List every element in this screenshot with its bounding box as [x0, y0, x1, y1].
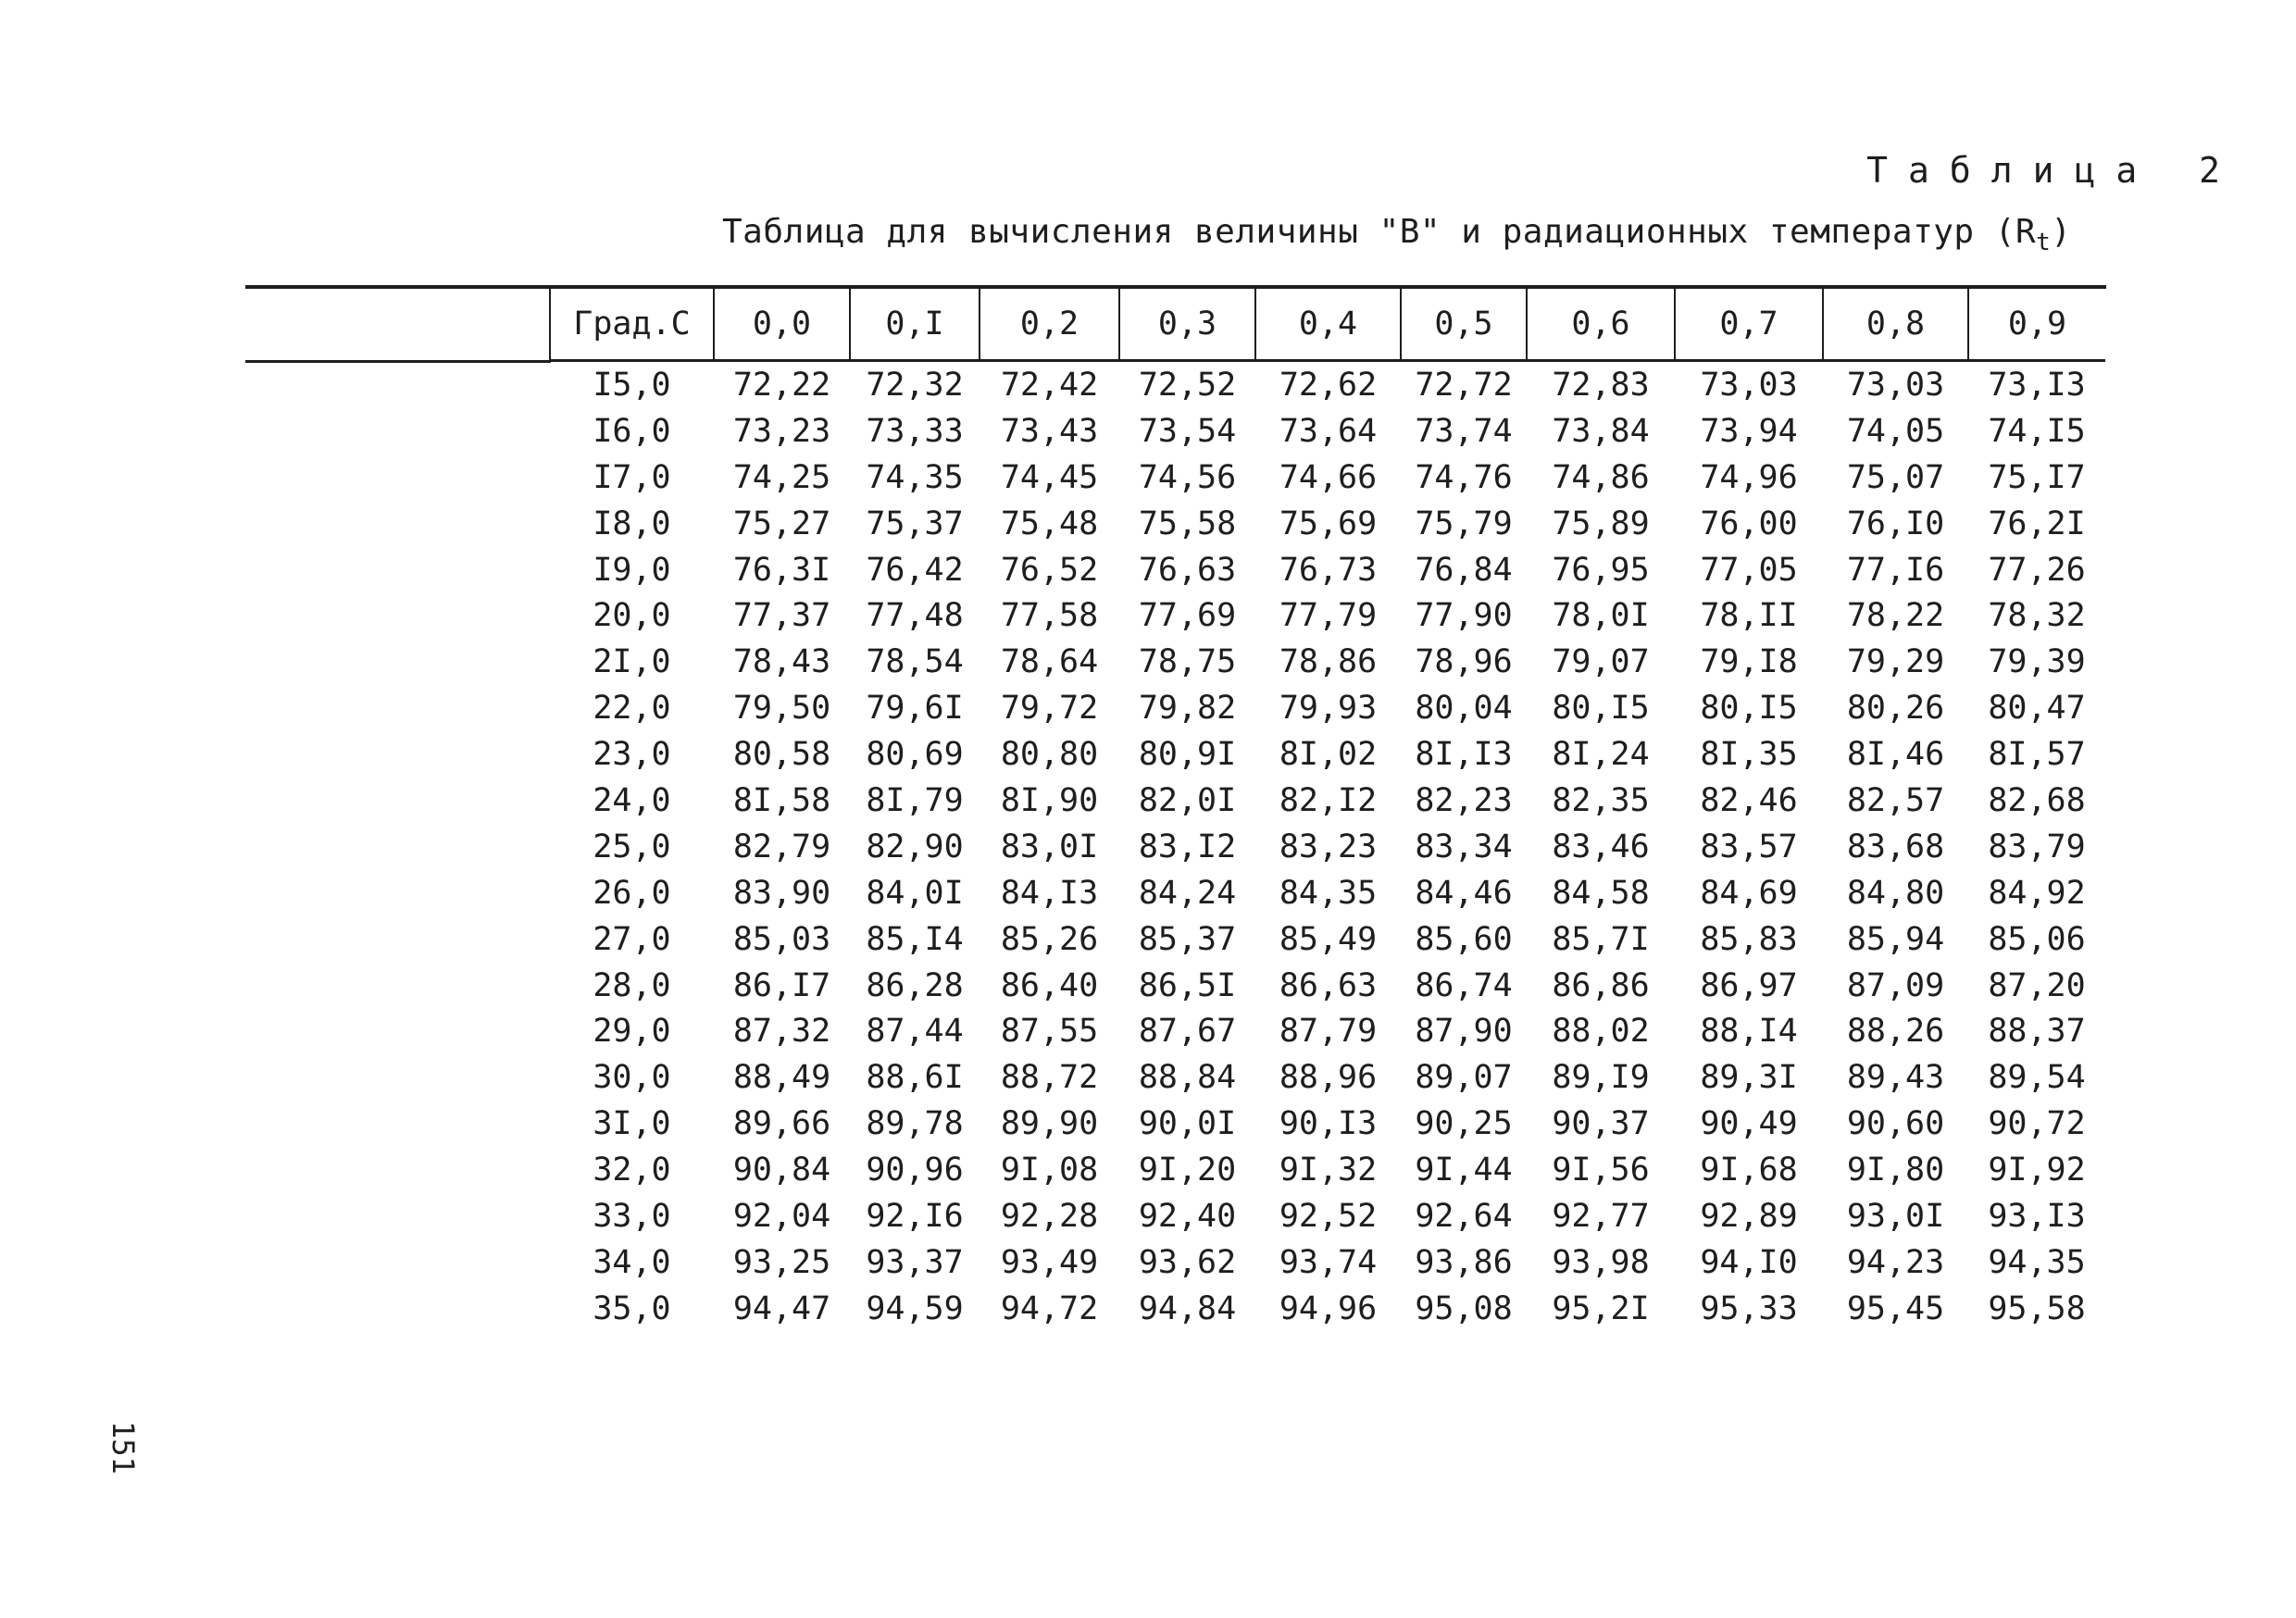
value-cell: 87,90 [1415, 1013, 1513, 1051]
value-cell: 82,I2 [1279, 781, 1378, 819]
value-cell: 84,46 [1415, 874, 1513, 912]
value-cell: 86,63 [1279, 966, 1378, 1004]
value-cell: 79,50 [732, 690, 831, 728]
value-cell: 78,II [1700, 597, 1798, 635]
table-header-left-rule [245, 360, 551, 363]
value-cell: 89,90 [1000, 1105, 1099, 1143]
value-cell: 92,40 [1138, 1197, 1237, 1235]
value-cell: 9I,80 [1846, 1151, 1945, 1189]
value-cell: 90,60 [1846, 1105, 1945, 1143]
value-cell: 8I,24 [1552, 736, 1650, 774]
value-cell: 90,49 [1700, 1105, 1798, 1143]
value-cell: 8I,I3 [1415, 736, 1513, 774]
value-cell: 88,26 [1846, 1013, 1945, 1051]
row-temperature-cell: 3I,0 [593, 1105, 671, 1143]
value-cell: 86,I7 [732, 966, 831, 1004]
value-cell: 95,45 [1846, 1289, 1945, 1327]
value-cell: 79,72 [1000, 690, 1099, 728]
value-cell: 85,94 [1846, 920, 1945, 958]
table-body [550, 361, 2105, 1332]
value-cell: 86,5I [1138, 966, 1237, 1004]
table-title [722, 213, 2071, 256]
value-cell: 80,26 [1846, 690, 1945, 728]
table-row [550, 916, 2105, 963]
value-cell: 93,74 [1279, 1243, 1378, 1281]
value-cell: 9I,56 [1552, 1151, 1650, 1189]
row-temperature-cell: 33,0 [593, 1197, 671, 1235]
value-cell: 90,37 [1552, 1105, 1650, 1143]
value-cell: 90,I3 [1279, 1105, 1378, 1143]
value-cell: 76,52 [1000, 551, 1099, 589]
value-cell: 76,95 [1552, 551, 1650, 589]
value-cell: 94,47 [732, 1289, 831, 1327]
row-temperature-cell: 29,0 [593, 1013, 671, 1051]
row-temperature-cell: 2I,0 [593, 643, 671, 681]
value-cell: 79,6I [866, 690, 964, 728]
value-cell: 79,29 [1846, 643, 1945, 681]
value-cell: 77,58 [1000, 597, 1099, 635]
value-cell: 82,90 [866, 828, 964, 865]
temperature-table [549, 289, 2105, 1332]
value-cell: 72,32 [866, 366, 964, 404]
value-cell: 94,35 [1988, 1243, 2086, 1281]
value-cell: 75,48 [1000, 504, 1099, 542]
table-title-close: ) [2051, 213, 2072, 251]
value-cell: 84,92 [1988, 874, 2086, 912]
value-cell: 76,I0 [1846, 504, 1945, 542]
value-cell: 9I,08 [1000, 1151, 1099, 1189]
value-cell: 78,22 [1846, 597, 1945, 635]
value-cell: 95,2I [1552, 1289, 1650, 1327]
header-cell: 0,5 [1401, 289, 1527, 361]
value-cell: 83,68 [1846, 828, 1945, 865]
value-cell: 90,72 [1988, 1105, 2086, 1143]
value-cell: 85,26 [1000, 920, 1099, 958]
row-temperature-cell: I6,0 [593, 412, 671, 450]
value-cell: 77,69 [1138, 597, 1237, 635]
value-cell: 85,83 [1700, 920, 1798, 958]
value-cell: 9I,68 [1700, 1151, 1798, 1189]
value-cell: 83,23 [1279, 828, 1378, 865]
value-cell: 92,04 [732, 1197, 831, 1235]
table-row [550, 1101, 2105, 1147]
value-cell: 74,66 [1279, 458, 1378, 496]
value-cell: 87,32 [732, 1013, 831, 1051]
value-cell: 88,96 [1279, 1059, 1378, 1097]
value-cell: 73,54 [1138, 412, 1237, 450]
value-cell: 75,I7 [1988, 458, 2086, 496]
value-cell: 85,06 [1988, 920, 2086, 958]
value-cell: 76,73 [1279, 551, 1378, 589]
value-cell: 74,I5 [1988, 412, 2086, 450]
value-cell: 94,59 [866, 1289, 964, 1327]
value-cell: 78,86 [1279, 643, 1378, 681]
value-cell: 74,05 [1846, 412, 1945, 450]
value-cell: 89,78 [866, 1105, 964, 1143]
value-cell: 73,03 [1700, 366, 1798, 404]
value-cell: 87,44 [866, 1013, 964, 1051]
value-cell: 74,25 [732, 458, 831, 496]
value-cell: 77,37 [732, 597, 831, 635]
value-cell: 75,07 [1846, 458, 1945, 496]
row-temperature-cell: 20,0 [593, 597, 671, 635]
value-cell: 73,94 [1700, 412, 1798, 450]
value-cell: 86,28 [866, 966, 964, 1004]
header-cell: 0,2 [980, 289, 1119, 361]
value-cell: 95,08 [1415, 1289, 1513, 1327]
header-cell: 0,I [850, 289, 980, 361]
value-cell: 8I,79 [866, 781, 964, 819]
value-cell: 93,37 [866, 1243, 964, 1281]
table-header-row [550, 289, 2105, 361]
value-cell: 89,43 [1846, 1059, 1945, 1097]
value-cell: 9I,92 [1988, 1151, 2086, 1189]
value-cell: 72,52 [1138, 366, 1237, 404]
table-number: Таблица 2 [1866, 150, 2240, 191]
value-cell: 84,80 [1846, 874, 1945, 912]
value-cell: 93,25 [732, 1243, 831, 1281]
value-cell: 86,40 [1000, 966, 1099, 1004]
value-cell: 92,I6 [866, 1197, 964, 1235]
value-cell: 73,43 [1000, 412, 1099, 450]
value-cell: 92,89 [1700, 1197, 1798, 1235]
value-cell: 78,43 [732, 643, 831, 681]
table-row [550, 547, 2105, 593]
value-cell: 93,0I [1846, 1197, 1945, 1235]
value-cell: 89,66 [732, 1105, 831, 1143]
value-cell: 89,07 [1415, 1059, 1513, 1097]
value-cell: 78,75 [1138, 643, 1237, 681]
value-cell: 94,96 [1279, 1289, 1378, 1327]
value-cell: 75,69 [1279, 504, 1378, 542]
value-cell: 92,64 [1415, 1197, 1513, 1235]
value-cell: 85,03 [732, 920, 831, 958]
value-cell: 76,00 [1700, 504, 1798, 542]
row-temperature-cell: 22,0 [593, 690, 671, 728]
header-cell: 0,0 [714, 289, 850, 361]
value-cell: 80,04 [1415, 690, 1513, 728]
value-cell: 89,54 [1988, 1059, 2086, 1097]
value-cell: 9I,32 [1279, 1151, 1378, 1189]
table-row [550, 731, 2105, 778]
row-temperature-cell: 32,0 [593, 1151, 671, 1189]
table-title-text: Таблица для вычисления величины "В" и радиационных температур (R [722, 213, 2037, 251]
table-row [550, 778, 2105, 824]
value-cell: 94,I0 [1700, 1243, 1798, 1281]
value-cell: 73,03 [1846, 366, 1945, 404]
value-cell: 9I,20 [1138, 1151, 1237, 1189]
value-cell: 94,23 [1846, 1243, 1945, 1281]
value-cell: 95,33 [1700, 1289, 1798, 1327]
value-cell: 75,58 [1138, 504, 1237, 542]
value-cell: 87,55 [1000, 1013, 1099, 1051]
value-cell: 90,84 [732, 1151, 831, 1189]
value-cell: 77,48 [866, 597, 964, 635]
table-row [550, 501, 2105, 547]
value-cell: 72,72 [1415, 366, 1513, 404]
value-cell: 88,I4 [1700, 1013, 1798, 1051]
value-cell: 87,67 [1138, 1013, 1237, 1051]
value-cell: 76,63 [1138, 551, 1237, 589]
value-cell: 73,64 [1279, 412, 1378, 450]
row-temperature-cell: 25,0 [593, 828, 671, 865]
value-cell: 80,9I [1138, 736, 1237, 774]
header-cell: 0,6 [1527, 289, 1675, 361]
value-cell: 94,72 [1000, 1289, 1099, 1327]
value-cell: 93,I3 [1988, 1197, 2086, 1235]
header-cell: 0,8 [1823, 289, 1968, 361]
value-cell: 8I,57 [1988, 736, 2086, 774]
table-row [550, 685, 2105, 731]
value-cell: 9I,44 [1415, 1151, 1513, 1189]
value-cell: 83,34 [1415, 828, 1513, 865]
value-cell: 8I,90 [1000, 781, 1099, 819]
value-cell: 85,7I [1552, 920, 1650, 958]
value-cell: 73,74 [1415, 412, 1513, 450]
value-cell: 84,I3 [1000, 874, 1099, 912]
value-cell: 88,02 [1552, 1013, 1650, 1051]
value-cell: 83,90 [732, 874, 831, 912]
table-row [550, 454, 2105, 501]
value-cell: 74,76 [1415, 458, 1513, 496]
value-cell: 83,79 [1988, 828, 2086, 865]
value-cell: 77,90 [1415, 597, 1513, 635]
value-cell: 8I,35 [1700, 736, 1798, 774]
row-temperature-cell: 35,0 [593, 1289, 671, 1327]
value-cell: 84,35 [1279, 874, 1378, 912]
header-cell: 0,9 [1968, 289, 2105, 361]
value-cell: 87,79 [1279, 1013, 1378, 1051]
table-row [550, 824, 2105, 870]
value-cell: 93,86 [1415, 1243, 1513, 1281]
table-row [550, 1286, 2105, 1332]
value-cell: 78,54 [866, 643, 964, 681]
value-cell: 92,28 [1000, 1197, 1099, 1235]
table-row [550, 408, 2105, 454]
row-temperature-cell: I9,0 [593, 551, 671, 589]
value-cell: 94,84 [1138, 1289, 1237, 1327]
value-cell: 89,3I [1700, 1059, 1798, 1097]
value-cell: 73,84 [1552, 412, 1650, 450]
value-cell: 90,25 [1415, 1105, 1513, 1143]
value-cell: 75,27 [732, 504, 831, 542]
value-cell: 73,23 [732, 412, 831, 450]
value-cell: 84,24 [1138, 874, 1237, 912]
value-cell: 79,93 [1279, 690, 1378, 728]
value-cell: 72,22 [732, 366, 831, 404]
value-cell: 80,47 [1988, 690, 2086, 728]
header-cell: 0,7 [1675, 289, 1823, 361]
value-cell: 86,74 [1415, 966, 1513, 1004]
value-cell: 83,I2 [1138, 828, 1237, 865]
value-cell: 82,68 [1988, 781, 2086, 819]
value-cell: 84,69 [1700, 874, 1798, 912]
row-temperature-cell: I5,0 [593, 366, 671, 404]
table-row [550, 1147, 2105, 1193]
value-cell: 76,42 [866, 551, 964, 589]
value-cell: 82,35 [1552, 781, 1650, 819]
header-cell: 0,3 [1119, 289, 1255, 361]
value-cell: 76,84 [1415, 551, 1513, 589]
value-cell: 73,I3 [1988, 366, 2086, 404]
value-cell: 82,23 [1415, 781, 1513, 819]
value-cell: 75,79 [1415, 504, 1513, 542]
table-row [550, 870, 2105, 916]
value-cell: 83,46 [1552, 828, 1650, 865]
value-cell: 83,57 [1700, 828, 1798, 865]
value-cell: 88,49 [732, 1059, 831, 1097]
value-cell: 95,58 [1988, 1289, 2086, 1327]
value-cell: 78,32 [1988, 597, 2086, 635]
value-cell: 8I,58 [732, 781, 831, 819]
value-cell: 80,I5 [1552, 690, 1650, 728]
value-cell: 92,77 [1552, 1197, 1650, 1235]
value-cell: 86,97 [1700, 966, 1798, 1004]
value-cell: 72,42 [1000, 366, 1099, 404]
value-cell: 79,82 [1138, 690, 1237, 728]
table-title-subscript: t [2036, 229, 2052, 257]
value-cell: 77,I6 [1846, 551, 1945, 589]
value-cell: 90,0I [1138, 1105, 1237, 1143]
table-row [550, 1239, 2105, 1286]
value-cell: 89,I9 [1552, 1059, 1650, 1097]
row-temperature-cell: I7,0 [593, 458, 671, 496]
row-temperature-cell: 26,0 [593, 874, 671, 912]
header-cell: 0,4 [1255, 289, 1401, 361]
value-cell: 88,37 [1988, 1013, 2086, 1051]
value-cell: 74,45 [1000, 458, 1099, 496]
value-cell: 8I,02 [1279, 736, 1378, 774]
value-cell: 77,05 [1700, 551, 1798, 589]
value-cell: 79,I8 [1700, 643, 1798, 681]
value-cell: 83,0I [1000, 828, 1099, 865]
value-cell: 78,0I [1552, 597, 1650, 635]
row-temperature-cell: 27,0 [593, 920, 671, 958]
value-cell: 74,86 [1552, 458, 1650, 496]
value-cell: 78,96 [1415, 643, 1513, 681]
page-number: 151 [106, 1421, 141, 1475]
value-cell: 72,83 [1552, 366, 1650, 404]
value-cell: 75,37 [866, 504, 964, 542]
value-cell: 75,89 [1552, 504, 1650, 542]
value-cell: 88,6I [866, 1059, 964, 1097]
value-cell: 87,09 [1846, 966, 1945, 1004]
value-cell: 85,49 [1279, 920, 1378, 958]
row-temperature-cell: 28,0 [593, 966, 671, 1004]
table-row [550, 1193, 2105, 1239]
value-cell: 76,2I [1988, 504, 2086, 542]
value-cell: 93,98 [1552, 1243, 1650, 1281]
value-cell: 82,57 [1846, 781, 1945, 819]
value-cell: 85,37 [1138, 920, 1237, 958]
row-temperature-cell: 34,0 [593, 1243, 671, 1281]
value-cell: 90,96 [866, 1151, 964, 1189]
value-cell: 73,33 [866, 412, 964, 450]
value-cell: 79,07 [1552, 643, 1650, 681]
table-row [550, 1054, 2105, 1101]
row-temperature-cell: 30,0 [593, 1059, 671, 1097]
value-cell: 80,69 [866, 736, 964, 774]
value-cell: 85,I4 [866, 920, 964, 958]
table-row [550, 639, 2105, 685]
value-cell: 74,96 [1700, 458, 1798, 496]
value-cell: 8I,46 [1846, 736, 1945, 774]
header-cell-grad: Град.С [550, 289, 714, 361]
value-cell: 82,46 [1700, 781, 1798, 819]
table-row [550, 1008, 2105, 1054]
value-cell: 72,62 [1279, 366, 1378, 404]
row-temperature-cell: 24,0 [593, 781, 671, 819]
value-cell: 88,72 [1000, 1059, 1099, 1097]
value-cell: 77,79 [1279, 597, 1378, 635]
table-row [550, 361, 2105, 408]
value-cell: 80,I5 [1700, 690, 1798, 728]
value-cell: 77,26 [1988, 551, 2086, 589]
table-row [550, 592, 2105, 639]
value-cell: 82,0I [1138, 781, 1237, 819]
value-cell: 84,0I [866, 874, 964, 912]
row-temperature-cell: 23,0 [593, 736, 671, 774]
value-cell: 74,35 [866, 458, 964, 496]
value-cell: 87,20 [1988, 966, 2086, 1004]
value-cell: 85,60 [1415, 920, 1513, 958]
table-row [550, 963, 2105, 1009]
value-cell: 80,80 [1000, 736, 1099, 774]
row-temperature-cell: I8,0 [593, 504, 671, 542]
value-cell: 76,3I [732, 551, 831, 589]
value-cell: 93,62 [1138, 1243, 1237, 1281]
value-cell: 86,86 [1552, 966, 1650, 1004]
value-cell: 92,52 [1279, 1197, 1378, 1235]
value-cell: 88,84 [1138, 1059, 1237, 1097]
value-cell: 84,58 [1552, 874, 1650, 912]
value-cell: 78,64 [1000, 643, 1099, 681]
value-cell: 80,58 [732, 736, 831, 774]
value-cell: 82,79 [732, 828, 831, 865]
value-cell: 79,39 [1988, 643, 2086, 681]
value-cell: 74,56 [1138, 458, 1237, 496]
value-cell: 93,49 [1000, 1243, 1099, 1281]
